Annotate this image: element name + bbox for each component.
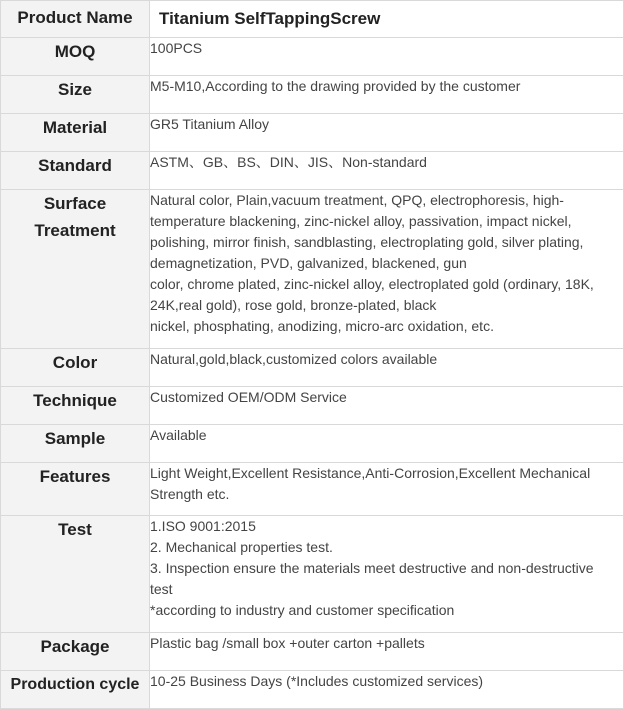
row-surface-treatment — [1, 190, 624, 349]
label-product-name: Product Name — [1, 1, 150, 38]
label-color: Color — [1, 349, 150, 387]
label-surface-treatment: Surface Treatment — [1, 190, 150, 349]
value-line: temperature blackening, zinc-nickel alloy, passivation, impact nickel, — [150, 213, 572, 229]
row-package — [1, 633, 624, 671]
row-color — [1, 349, 624, 387]
value-line: 24K,real gold), rose gold, bronze-plated, black — [150, 297, 437, 313]
value-line: Available — [150, 427, 207, 443]
label-size: Size — [1, 76, 150, 114]
label-moq: MOQ — [1, 38, 150, 76]
label-features: Features — [1, 463, 150, 516]
label-technique: Technique — [1, 387, 150, 425]
value-line: demagnetization, PVD, galvanized, blackened, gun — [150, 255, 467, 271]
row-standard — [1, 152, 624, 190]
value-line: Customized OEM/ODM Service — [150, 389, 347, 405]
label-test: Test — [1, 516, 150, 633]
label-material: Material — [1, 114, 150, 152]
row-size — [1, 76, 624, 114]
value-line: polishing, mirror finish, sandblasting, electroplating gold, silver plating, — [150, 234, 584, 250]
value-line: color, chrome plated, zinc-nickel alloy, electroplated gold (ordinary, 18K, — [150, 276, 594, 292]
value-line: Titanium SelfTappingScrew — [159, 9, 381, 28]
value-material — [150, 114, 624, 152]
label-sample: Sample — [1, 425, 150, 463]
value-technique — [150, 387, 624, 425]
value-line: ASTM、GB、BS、DIN、JIS、Non-standard — [150, 154, 427, 170]
value-line: Natural,gold,black,customized colors available — [150, 351, 438, 367]
row-production-cycle — [1, 671, 624, 709]
value-color — [150, 349, 624, 387]
value-line: 10-25 Business Days (*Includes customized services) — [150, 673, 484, 689]
value-line: GR5 Titanium Alloy — [150, 116, 270, 132]
value-moq — [150, 38, 624, 76]
value-line: 100PCS — [150, 40, 203, 56]
value-line: *according to industry and customer specification — [150, 602, 455, 618]
label-package: Package — [1, 633, 150, 671]
value-line: 3. Inspection ensure the materials meet destructive and non-destructive — [150, 560, 594, 576]
row-moq — [1, 38, 624, 76]
label-production-cycle: Production cycle — [1, 671, 150, 709]
value-line: Natural color, Plain,vacuum treatment, QPQ, electrophoresis, high- — [150, 192, 564, 208]
value-line: test — [150, 581, 173, 597]
value-product-name — [150, 1, 624, 38]
value-line: nickel, phosphating, anodizing, micro-arc oxidation, etc. — [150, 318, 494, 334]
value-surface-treatment — [150, 190, 624, 349]
row-material — [1, 114, 624, 152]
value-line: M5-M10,According to the drawing provided by the customer — [150, 78, 521, 94]
value-standard — [150, 152, 624, 190]
value-features — [150, 463, 624, 516]
value-line: 2. Mechanical properties test. — [150, 539, 333, 555]
value-production-cycle — [150, 671, 624, 709]
value-size — [150, 76, 624, 114]
label-standard: Standard — [1, 152, 150, 190]
value-line: Light Weight,Excellent Resistance,Anti-Corrosion,Excellent Mechanical — [150, 465, 591, 481]
row-test — [1, 516, 624, 633]
value-sample — [150, 425, 624, 463]
row-features — [1, 463, 624, 516]
value-test — [150, 516, 624, 633]
value-line: Plastic bag /small box +outer carton +pallets — [150, 635, 425, 651]
row-technique — [1, 387, 624, 425]
row-product-name — [1, 1, 624, 38]
value-line: Strength etc. — [150, 486, 230, 502]
value-line: 1.ISO 9001:2015 — [150, 518, 256, 534]
value-package — [150, 633, 624, 671]
row-sample — [1, 425, 624, 463]
